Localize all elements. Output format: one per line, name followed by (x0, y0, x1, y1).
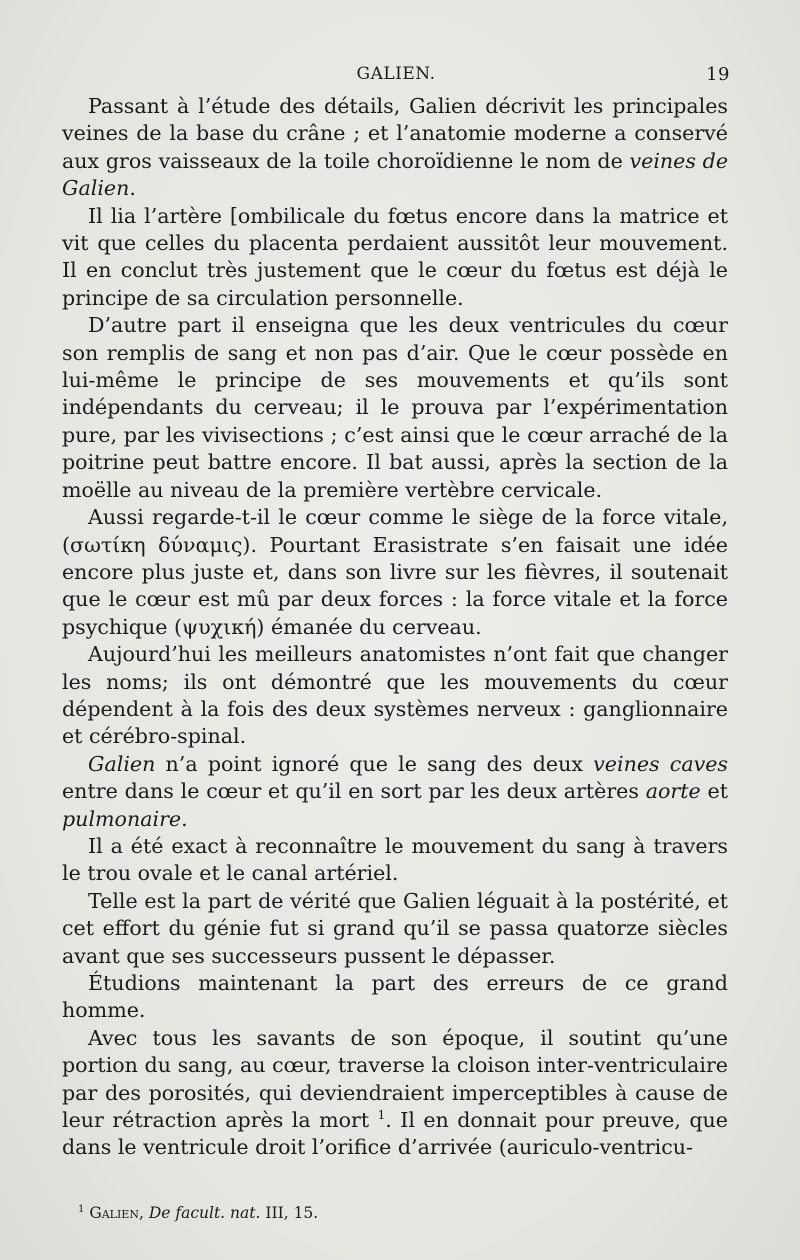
text-segment: entre dans le cœur et qu’il en sort par les deux artères (62, 779, 646, 804)
footnote-reference: 1 (377, 1108, 386, 1123)
page-number: 19 (706, 64, 730, 85)
paragraph (62, 641, 728, 751)
text-segment: Telle est la part de vérité que Galien léguait à la postérité, et cet effort du génie fut si grand qu’il se passa quatorze siècles avant que ses successeurs pussent le dépasser. (62, 888, 728, 968)
text-segment: Aussi regarde-t-il le cœur comme le siège de la force vitale, (σωτίκη δύναμις). Pourtant Erasistrate s’en faisait une idée encore plus juste et, dans son livre sur les fièvres, il soutenait que le cœur est mû par deux forces : la force vitale et la force psychique (ψυχική) émanée du cerveau. (62, 505, 728, 639)
footnote-author: Galien (89, 1204, 139, 1223)
footnote-ref: III, 15. (265, 1204, 319, 1223)
footnote-marker: 1 (78, 1204, 85, 1215)
paragraph (62, 93, 728, 203)
paragraph (62, 751, 728, 833)
footnote (78, 1204, 318, 1222)
running-title: GALIEN. (356, 64, 436, 84)
body-text (62, 93, 728, 1162)
italic-term: aorte (645, 779, 701, 804)
text-segment: Il lia l’artère [ombilicale du fœtus encore dans la matrice et vit que celles du placenta perdaient aussitôt leur mouvement. Il en conclut très justement que le cœur du fœtus est déjà le principe de sa circulation personnelle. (62, 203, 728, 310)
paragraph (62, 1025, 728, 1162)
text-segment: . (129, 176, 136, 201)
paragraph (62, 504, 728, 641)
text-segment: Avec tous les savants de son époque, il soutint qu’une portion du sang, au cœur, traverse la cloison inter-ventriculaire par des porosités, qui deviendraient imperceptibles à cause de leur rétraction après la mort (62, 1025, 728, 1133)
paragraph (62, 833, 728, 888)
text-segment: Passant à l’étude des détails, Galien décrivit les principales veines de la base du crâne ; et l’anatomie moderne a conservé aux gros vaisseaux de la toile choroïdienne le nom de (62, 94, 728, 173)
paragraph (62, 970, 728, 1025)
italic-term: Galien (88, 751, 156, 776)
text-segment: Il a été exact à reconnaître le mouvement du sang à travers le trou ovale et le canal artériel. (62, 833, 728, 886)
italic-term: pulmonaire (62, 806, 182, 831)
text-segment: D’autre part il enseigna que les deux ventricules du cœur son remplis de sang et non pas d’air. Que le cœur possède en lui-même le principe de ses mouvements et qu’ils sont indépendants du cerveau; il le prouva par l’expérimentation pure, par les vivisections ; c’est ainsi que le cœur arraché de la poitrine peut battre encore. Il bat aussi, après la section de la moëlle au niveau de la première vertèbre cervicale. (62, 313, 728, 502)
footnote-title: De facult. nat. (148, 1204, 261, 1223)
text-segment: Aujourd’hui les meilleurs anatomistes n’ont fait que changer les noms; ils ont démontré que les mouvements du cœur dépendent à la fois des deux systèmes nerveux : ganglionnaire et cérébro-spinal. (62, 642, 728, 749)
paragraph (62, 888, 728, 970)
text-segment: . (181, 806, 188, 831)
text-segment: n’a point ignoré que le sang des deux (155, 751, 594, 776)
text-segment: et (700, 779, 728, 804)
italic-term: veines caves (593, 751, 728, 776)
text-segment: Étudions maintenant la part des erreurs de ce grand homme. (62, 971, 728, 1023)
text-segment: . Il en donnait pour preuve, que dans le ventricule droit l’orifice d’arrivée (auriculo-ventricu- (62, 1108, 728, 1160)
page-header (62, 60, 730, 88)
footnote-comma: , (138, 1204, 149, 1223)
italic-term: veines de Galien (62, 148, 729, 201)
paragraph (62, 203, 728, 313)
paragraph (62, 312, 728, 504)
